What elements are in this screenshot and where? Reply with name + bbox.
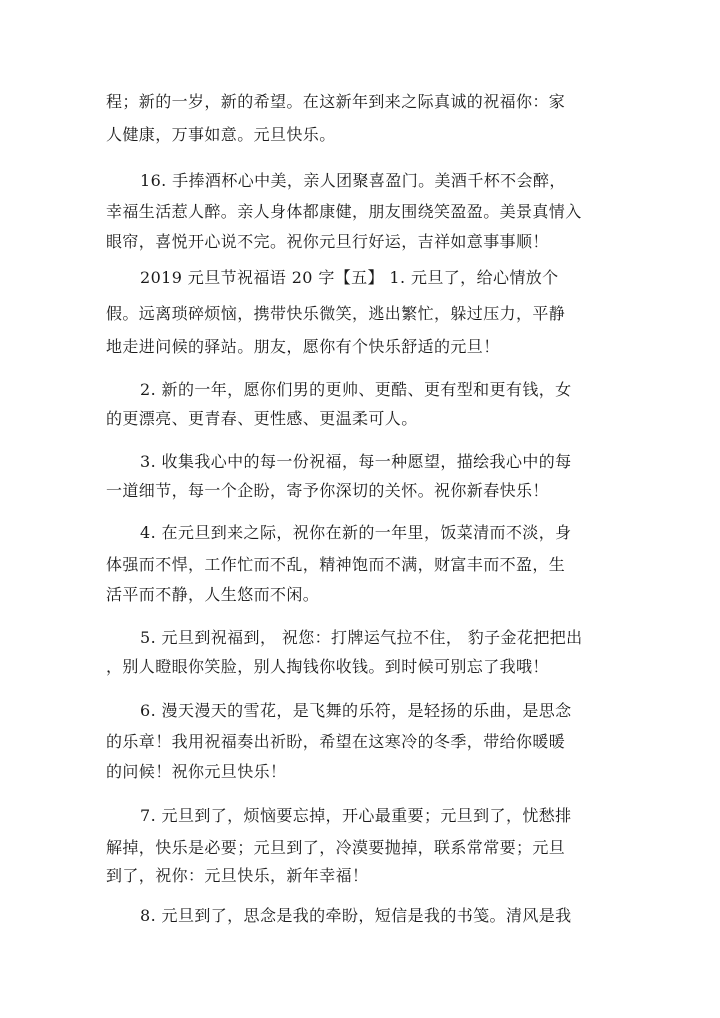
text-line: 地走进问候的驿站。朋友，愿你有个快乐舒适的元旦！ <box>106 337 500 356</box>
text-line: 16. 手捧酒杯心中美，亲人团聚喜盈门。美酒千杯不会醉， <box>140 171 566 190</box>
text-line: 6. 漫天漫天的雪花，是飞舞的乐符，是轻扬的乐曲，是思念 <box>140 701 572 720</box>
text-line: 的乐章！我用祝福奏出祈盼，希望在这寒冷的冬季，带给你暖暖 <box>106 732 566 751</box>
text-line: ，别人瞪眼你笑脸，别人掏钱你收钱。到时候可别忘了我哦！ <box>106 657 549 676</box>
text-line: 幸福生活惹人醉。亲人身体都康健，朋友围绕笑盈盈。美景真情入 <box>106 202 582 221</box>
text-line: 7. 元旦到了，烦恼要忘掉，开心最重要；元旦到了，忧愁排 <box>140 806 572 825</box>
text-line: 假。远离琐碎烦恼，携带快乐微笑，逃出繁忙，躲过压力，平静 <box>106 304 566 323</box>
text-line: 5. 元旦到祝福到， 祝您：打牌运气拉不住， 豹子金花把把出 <box>140 628 583 647</box>
text-line: 一道细节，每一个企盼，寄予你深切的关怀。祝你新春快乐！ <box>106 481 549 500</box>
text-line: 解掉，快乐是必要；元旦到了，冷漠要抛掉，联系常常要；元旦 <box>106 838 566 857</box>
text-line: 眼帘，喜悦开心说不完。祝你元旦行好运，吉祥如意事事顺！ <box>106 232 549 251</box>
text-line: 的更漂亮、更青春、更性感、更温柔可人。 <box>106 409 418 428</box>
text-line: 3. 收集我心中的每一份祝福，每一种愿望，描绘我心中的每 <box>140 452 572 471</box>
text-line: 的问候！祝你元旦快乐！ <box>106 762 287 781</box>
text-line: 体强而不悍，工作忙而不乱，精神饱而不满，财富丰而不盈，生 <box>106 555 566 574</box>
text-line: 到了，祝你：元旦快乐，新年幸福！ <box>106 866 369 885</box>
text-line: 活平而不静，人生悠而不闲。 <box>106 585 320 604</box>
text-line: 8. 元旦到了，思念是我的牵盼，短信是我的书笺。清风是我 <box>140 906 572 925</box>
text-line: 程；新的一岁，新的希望。在这新年到来之际真诚的祝福你：家 <box>106 92 566 111</box>
text-line: 人健康，万事如意。元旦快乐。 <box>106 125 336 144</box>
text-line: 4. 在元旦到来之际，祝你在新的一年里，饭菜清而不淡，身 <box>140 523 572 542</box>
section-heading-line: 2019 元旦节祝福语 20 字【五】 1. 元旦了，给心情放个 <box>140 268 559 287</box>
text-line: 2. 新的一年，愿你们男的更帅、更酷、更有型和更有钱，女 <box>140 380 572 399</box>
